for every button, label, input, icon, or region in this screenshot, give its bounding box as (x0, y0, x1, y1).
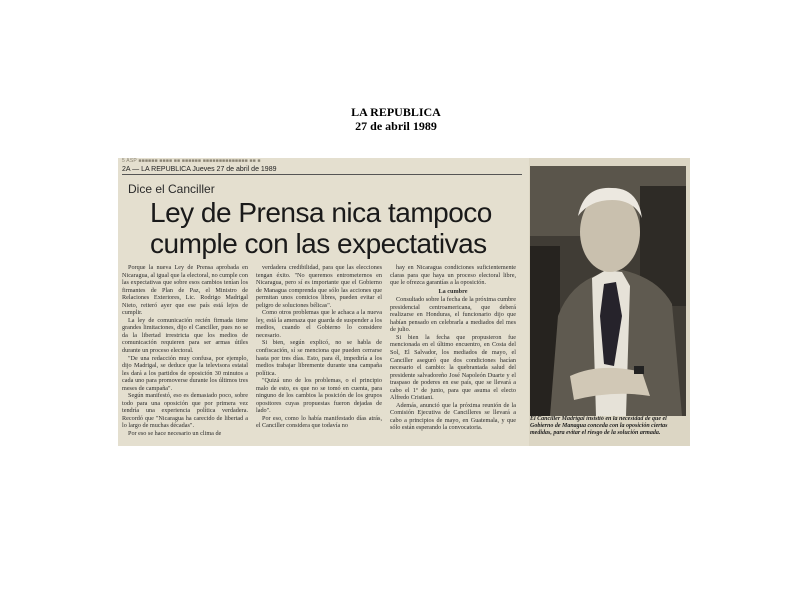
running-head: 2A — LA REPUBLICA Jueves 27 de abril de 1989 (122, 166, 522, 175)
article-paragraph: Según manifestó, eso es demasiado poco, sobre todo para una oposición que por primera vez tendría una experiencia política verdadera. Recordó que "Nicaragua ha carecido de libertad a lo largo de muchas décadas". (122, 392, 248, 430)
publication-date: 27 de abril 1989 (355, 119, 437, 133)
canciller-photo (530, 166, 686, 416)
article-paragraph: Consultado sobre la fecha de la próxima cumbre presidencial centroamericana, que deberá realizarse en Honduras, el funcionario dijo que habían pensado en celebrarla a mediados del mes de julio. (390, 296, 516, 334)
article-paragraph: Si bien la fecha que propusieron fue mencionada en el último encuentro, en Costa del Sol, El Salvador, los mediados de mayo, el Canciller aseguró que dos condiciones hacían necesario el cambio: la quebrantada salud del presidente salvadoreño José Napoleón Duarte y el traspaso de poderes en ese país, que se llevará a cabo el 1º de junio, para que asuma el electo Alfredo Cristiani. (390, 333, 516, 402)
article-paragraph: Si bien, según explicó, no se habla de confiscación, sí se menciona que pueden cerrarse hasta por tres días. Esto, para él, impediría a los medios trabajar libremente durante una campaña política. (256, 339, 382, 377)
article-paragraph: Porque la nueva Ley de Prensa aprobada en Nicaragua, al igual que la electoral, no cumple con las expectativas que sobre esos cambios tenían los firmantes de Plan de Paz, el Ministro de Relaciones Exteriores, Lic. Rodrigo Madrigal Nieto, reiteró ayer que ese país está lejos de cumplir. (122, 264, 248, 317)
newspaper-clipping (118, 158, 690, 446)
article-paragraph: hay en Nicaragua condiciones suficientemente claras para que haya un proceso electoral libre, que le ofrezca garantías a la oposición. (390, 264, 516, 287)
publication-name: LA REPUBLICA (351, 105, 441, 119)
article-column-2 (256, 264, 382, 444)
article-paragraph: "De una redacción muy confusa, por ejemplo, dijo Madrigal, se deduce que la televisora estatal les dará a los partidos de oposición 30 minutos a cada uno para promoverse durante los últimos tres meses de campaña". (122, 354, 248, 392)
article-kicker: Dice el Canciller (128, 182, 215, 196)
article-paragraph: verdadera credibilidad, para que las elecciones tengan éxito. "No queremos entrometernos en Nicaragua, pero sí es importante que el Gobierno de Managua comprenda que sólo las acciones que permitan unos comicios libres, pueden evitar el peligro de soluciones bélicas". (256, 264, 382, 309)
article-paragraph: Por eso, como lo había manifestado días atrás, el Canciller considera que todavía no (256, 414, 382, 430)
article-paragraph: "Quizá uno de los problemas, o el principio malo de esto, es que no se tomó en cuenta, para ninguno de los cambios la posición de los grupos opositores cuyas propuestas fueron dejadas de lado". (256, 377, 382, 415)
print-strip: 5 ASP ■■■■■■ ■■■■ ■■ ■■■■■■ ■■■■■■■■■■■■■■ ■■ ■ (122, 158, 261, 164)
article-paragraph: Además, anunció que la próxima reunión de la Comisión Ejecutiva de Cancilleres se llevará a cabo a principios de mayo, en Guatemala, y que sólo están esperando la convocatoria. (390, 401, 516, 432)
article-paragraph: Por eso se hace necesario un clima de (128, 430, 222, 438)
photo-caption: El Canciller Madrigal insistió en la necesidad de que el Gobierno de Managua conceda con la oposición ciertas medidas, para evitar el riesgo de la solución armada. (530, 416, 668, 436)
article-column-3 (390, 264, 516, 444)
article-headline: Ley de Prensa nica tampoco cumple con las expectativas (150, 197, 492, 259)
article-area (118, 158, 529, 446)
article-paragraph: La ley de comunicación recién firmada tiene grandes limitaciones, dijo el Canciller, pues no se da la libertad irrestricta que los medios de comunicación requieren para ser armas útiles durante un proceso electoral. (122, 316, 248, 355)
article-paragraph: Como otros problemas que le achaca a la nueva ley, está la amenaza que guarda de suspender a los medios, cuando el Gobierno lo considere necesario. (256, 309, 382, 339)
section-subhead: La cumbre (438, 287, 468, 295)
portrait-illustration (530, 166, 686, 416)
article-column-1 (122, 264, 248, 444)
